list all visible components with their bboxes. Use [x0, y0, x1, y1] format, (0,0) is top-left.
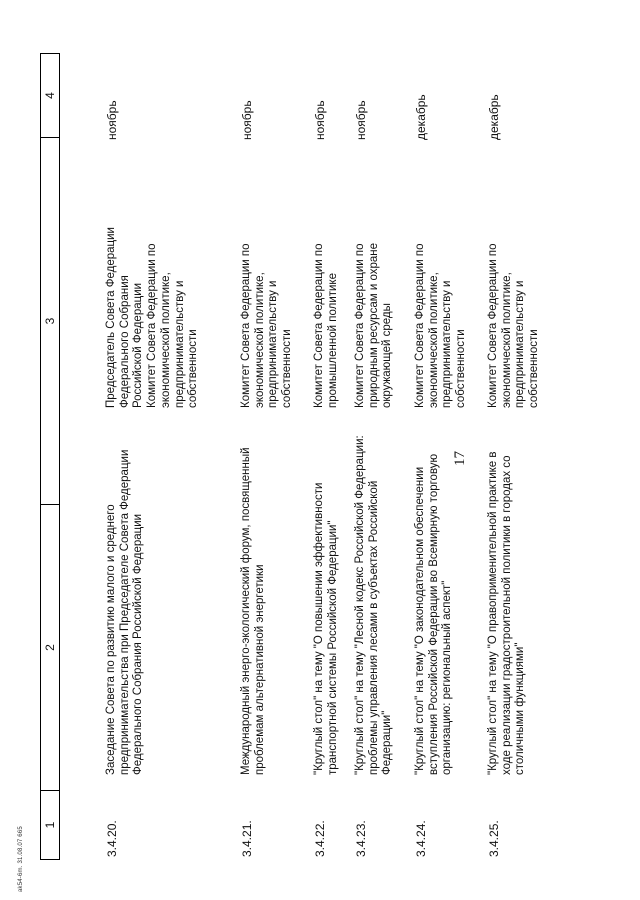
- row-number: 3.4.24.: [414, 820, 428, 857]
- responsible: Комитет Совета Федерации по экономической политике, предпринимательству и собственности: [487, 243, 541, 408]
- row-number: 3.4.25.: [487, 820, 501, 857]
- date: ноябрь: [313, 100, 327, 140]
- event-description: "Круглый стол" на тему "О повышении эффективности транспортной системы Российской Федерации": [313, 482, 339, 775]
- row-number: 3.4.22.: [313, 820, 327, 857]
- responsible: Комитет Совета Федерации по экономической политике, предпринимательству и собственности: [240, 243, 294, 408]
- date: ноябрь: [354, 100, 368, 140]
- date: ноябрь: [105, 100, 119, 140]
- responsible: Комитет Совета Федерации по природным ресурсам и охране окружающей среды: [354, 243, 394, 408]
- event-description: "Круглый стол" на тему "Лесной кодекс Российской Федерации: проблемы управления лесами в субъектах Российской Федерации": [354, 435, 394, 775]
- date: декабрь: [487, 94, 501, 140]
- table-header: [40, 53, 60, 860]
- header-col-4: 4: [43, 92, 57, 99]
- row-number: 3.4.23.: [354, 820, 368, 857]
- footer-code: ak54-6m. 31.08.07 665: [18, 826, 24, 892]
- responsible: Председатель Совета Федерации Федерального Собрания Российской Федерации Комитет Совета Федерации по экономической политике, предпринимательству и собственности: [105, 227, 200, 408]
- header-col-3: 3: [41, 137, 59, 504]
- responsible: Комитет Совета Федерации по промышленной политике: [313, 243, 339, 408]
- responsible: Комитет Совета Федерации по экономической политике, предпринимательству и собственности: [414, 243, 468, 408]
- date: ноябрь: [240, 100, 254, 140]
- header-col-2: 2: [41, 504, 59, 790]
- event-description: Международный энерго-экологический форум, посвященный проблемам альтернативной энергетики: [240, 447, 266, 775]
- row-number: 3.4.21.: [240, 820, 254, 857]
- page-number: 17: [452, 451, 468, 466]
- row-number: 3.4.20.: [105, 820, 119, 857]
- date: декабрь: [414, 94, 428, 140]
- header-col-1: 1: [41, 790, 59, 859]
- event-description: "Круглый стол" на тему "О законодательном обеспечении вступления Российской Федерации во Всемирную торговую организацию: региональный аспект": [414, 453, 454, 775]
- event-description: "Круглый стол" на тему "О правоприменительной практике в ходе реализации градостроительной политики в городах со столичными функциями": [487, 451, 527, 775]
- event-description: Заседание Совета по развитию малого и среднего предпринимательства при Председателе Совета Федерации Федерального Собрания Российской Федерации: [105, 449, 145, 775]
